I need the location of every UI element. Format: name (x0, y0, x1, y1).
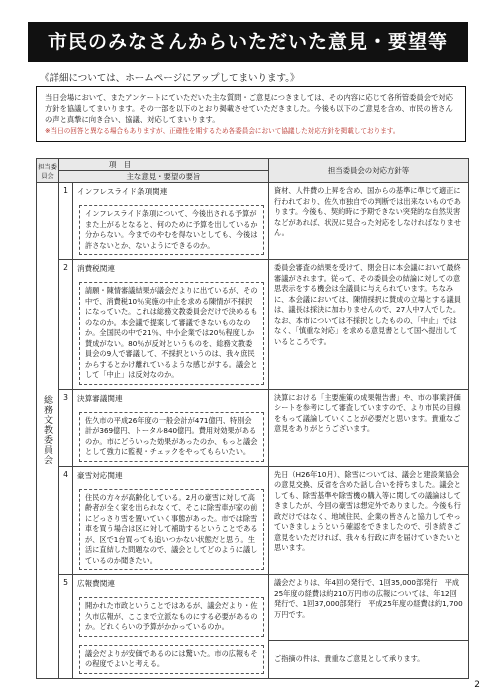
table-row (37, 183, 469, 202)
header-opinion: 主な意見・要望の要旨 (59, 171, 269, 183)
header-item: 項 目 (59, 159, 269, 171)
row-category: インフレスライド条項関連 (73, 183, 269, 202)
row-number: 1 (59, 183, 73, 260)
page-title: 市民のみなさんからいただいた意見・要望等 (28, 22, 468, 62)
row-opinion: 請願・陳情審議結果が議会だよりに出ているが、その中で、消費税10％実施の中止を求める陳情が不採択になっていた。これは総務文教委員会だけで決めるものなのか。本会議で提案して審議できないものなのか。全国民の中で21％、中小企業では20％程度しか賛成がない。80％が反対というものを、総務文教委員会の9人で審議して、不採択というのは、我々庶民からするとかけ離れているような感じがする。議会として「中止」は反対なのか。 (79, 282, 264, 385)
row-number: 2 (59, 260, 73, 390)
row-category: 消費税関連 (73, 260, 269, 279)
intro-note: ※当日の回答と異なる場合もありますが、正確性を期するため各委員会において協議した対応方針を掲載しております。 (45, 127, 400, 135)
table-header-row (37, 159, 469, 171)
row-response: 決算における「主要施策の成果報告書」や、市の事業評価シートを参考にして審査していますので、より市民の目線をもって議論していくことが必要だと思います。貴重なご意見をありがとうございます。 (269, 389, 469, 466)
detail-note: 《詳細については、ホームページにアップしてまいります。》 (40, 73, 300, 84)
committee-cell (37, 183, 59, 679)
committee-name: 総務文教委員会 (42, 395, 52, 466)
row-opinion: 佐久市の平成26年度の一般会計が471億円、特別会計が369億円、トータル840億円。費用対効果があるのか。市にどういった効果があったのか、もっと議会として強力に監視・チェックをやってもらいたい。 (79, 412, 264, 462)
row-response: ご指摘の件は、貴重なご意見として承ります。 (269, 641, 469, 679)
row-opinion-cell (73, 641, 269, 679)
row-response: 議会だよりは、年4回の発行で、1回35,000部発行 平成25年度の経費は約210万円市の広報については、年12回発行で、1回37,000部発行 平成25年度の経費は約1,700万円です。 (269, 575, 469, 641)
row-category: 決算審議関連 (73, 389, 269, 408)
table-row (37, 389, 469, 408)
row-number: 5 (59, 575, 73, 679)
row-category: 豪雪対応関連 (73, 466, 269, 485)
table-row-body (37, 641, 469, 679)
row-opinion-cell (73, 593, 269, 641)
intro-box (36, 86, 466, 142)
table-row (37, 575, 469, 594)
row-opinion: 住民の方々が高齢化している。2月の豪雪に対して高齢者が全く家を出られなくて、そこに除雪車が家の前にどっさり雪を置いていく事態があった。市では除雪車を買う場合は区に対して補助するということであるが、区で1台買っても追いつかない状態だと思う。生活に直結した問題なので、議会としてどのように議しているのか聞きたい。 (79, 489, 264, 571)
header-committee: 担当委員会 (37, 159, 59, 183)
row-opinion-cell (73, 485, 269, 575)
row-opinion: インフレスライド条項について、今後出される予算がまた上がるとなると、何のために予算を出しているか分からない。今までのやむを得ないとしても、今後は許さないとか、ないようにできるのか。 (79, 205, 264, 255)
row-opinion-cell (73, 278, 269, 389)
row-opinion: 開かれた市政ということではあるが、議会だより・佐久市広報が、ここまで立派なものにする必要があるのか。どれくらいの予算がかかっているのか。 (79, 597, 264, 637)
row-number: 3 (59, 389, 73, 466)
header-response: 担当委員会の対応方針等 (269, 159, 469, 183)
row-opinion: 議会だよりが安価であるのには驚いた。市の広報もその程度でよいと考える。 (79, 645, 264, 674)
row-opinion-cell (73, 408, 269, 467)
row-opinion-cell (73, 201, 269, 260)
table-row (37, 466, 469, 485)
row-response: 委員会審査の結果を受けて、閉会日に本会議において最終審議がされます。従って、その委員会の結論に対しての意思表示をする機会は全議員に与えられています。ちなみに、本会議においては、陳情採択に賛成の立場とする議員は、議長は採決に加わりませんので、27人中7人でした。なお、本市については不採択としたものの、「中止」ではなく、「慎重な対応」を求める意見書として国へ提出しているところです。 (269, 260, 469, 390)
page-number: 2 (474, 680, 480, 690)
intro-text: 当日会場において、またアンケートにていただいた主な質問・ご意見につきましては、その内容に応じて各所管委員会で対応方針を協議してまいります。その一部を以下のとおり掲載させていただきました。今後も以下のご意見を含め、市民の皆さんの声と真摯に向き合い、協議、対応してまいります。 (45, 93, 453, 124)
row-number: 4 (59, 466, 73, 575)
table-row (37, 260, 469, 279)
row-category: 広報費関連 (73, 575, 269, 594)
opinions-table (36, 158, 469, 679)
row-response: 先日（H26年10月）、除雪については、議会と建設業協会の意見交換、反省を含めた話し合いを持ちました。議会としても、除雪基準や除雪機の購入等に関しての議論はしてきましたが、今回の豪雪は想定外でありました。今後も行政だけではなく、地域住民、企業の皆さんと協力してやっていきましょうという確認をできましたので、引き続きご意見をいただければ、我々も行政に声を届けていきたいと思います。 (269, 466, 469, 575)
row-response: 資材、人件費の上昇を含め、国からの基準に準じて適正に行われており、佐久市独自での判断では出来ないものであります。今後も、契約時に予期できない突発的な自然災害などがあれば、状況に見合った対応をしなければなりません。 (269, 183, 469, 260)
